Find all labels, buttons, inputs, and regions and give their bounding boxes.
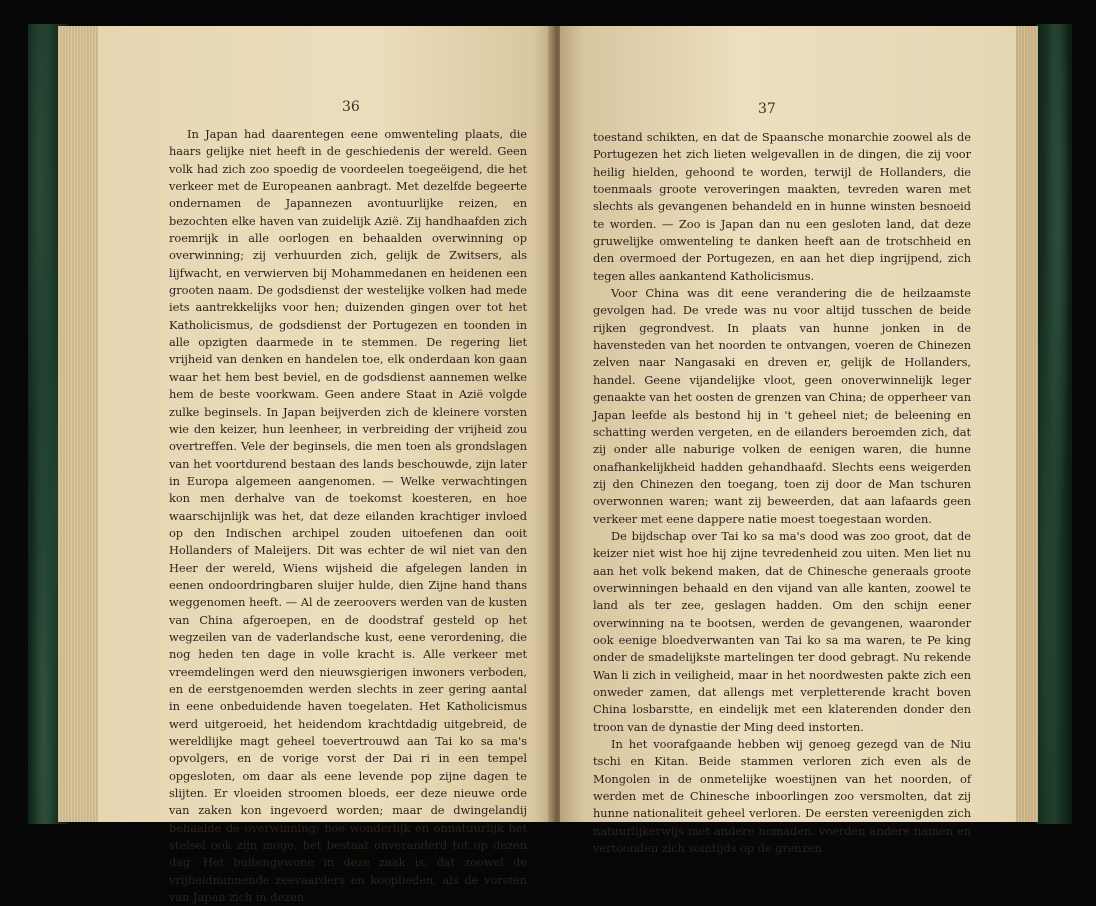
paragraph: In Japan had daarentegen eene omwenteling plaats, die haars gelijke niet heeft in de geschiedenis der wereld. Geen volk had zich zoo spoedig de voordeelen toegeëigend, die het verkeer met de Europeanen aanbragt. Met dezelfde begeerte ondernamen de Japannezen avontuurlijke reizen, en bezochten elke haven van zuidelijk Azië. Zij handhaafden zich roemrijk in alle oorlogen en behaalden overwinning op overwinning; zij verhuurden zich, gelijk de Zwitsers, als lijfwacht, en verwierven bij Mohammedanen en heidenen een grooten naam. De godsdienst der westelijke volken had mede iets aantrekkelijks voor hen; duizenden gingen over tot het Katholicismus, de godsdienst der Portugezen en toonden in alle opzigten daarmede in te stemmen. De regering liet vrijheid van denken en handelen toe, elk onderdaan kon gaan waar het hem best beviel, en de godsdienst aannemen welke hem de beste voorkwam. Geen andere Staat in Azië volgde zulke beginsels. In Japan beijverden zich de kleinere vorsten wie den keizer, hun leenheer, in verbreiding der vrijheid zou overtreffen. Vele der beginsels, die men toen als grondslagen van het voortdurend bestaan des lands beschouwde, zijn later in Europa algemeen aangenomen. — Welke verwachtingen kon men derhalve van de toekomst koesteren, en hoe waarschijnlijk was het, dat deze eilanden krachtiger invloed op den Indischen archipel zouden uitoefenen dan ooit Hollanders of Maleijers. Dit was echter de wil niet van den Heer der wereld, Wiens wijsheid die afgelegen landen in eenen ondoordringbaren sluijer hulde, dien Zijne hand thans weggenomen heeft. — Al de zeeroovers werden van de kusten van China afgeroepen, en de doodstraf gesteld op het wegzeilen van de vaderlandsche kust, eene verordening, die nog heden ten dage in volle kracht is. Alle verkeer met vreemdelingen werd den nieuwsgierigen inwoners verboden, en de eerstgenoemden werden slechts in zeer gering aantal in eene onbeduidende haven toegelaten. Het Katholicismus werd uitgeroeid, het heidendom krachtdadig uitgebreid, de wereldlijke magt geheel toevertrouwd aan Tai ko sa ma's opvolgers, en de vorige vorst der Dai ri in een tempel opgesloten, om daar als eene levende pop zijne dagen te slijten. Er vloeiden stroomen bloeds, eer deze nieuwe orde van zaken kon ingevoerd worden; maar de dwingelandij behaalde de overwinning; hoe wonderlijk en onnatuurlijk het stelsel ook zijn moge, het bestaat onveranderd tot op dezen dag. Het buitengewone in deze zaak is, dat zoowel de vrijheidminnende zeevaarders en kooplieden, als de vorsten van Japan zich in dezen [169,127,527,905]
page-number: 37 [758,101,776,117]
right-page [560,26,1016,856]
paragraph: In het voorafgaande hebben wij genoeg gezegd van de Niu tschi en Kitan. Beide stammen verloren zich even als de Mongolen in de onmetelijke woestijnen van het noorden, of werden met de Chinesche inboorlingen zoo versmolten, dat zij hunne nationaliteit geheel verloren. De eersten vereenigden zich natuurlijkerwijs met andere nomaden, voerden andere namen en vertoonden zich somtijds op de grenzen [593,737,971,856]
paragraph: toestand schikten, en dat de Spaansche monarchie zoowel als de Portugezen het zich lieten welgevallen in de dingen, die zij voor heilig hielden, gehoond te worden, terwijl de Hollanders, die toenmaals groote veroveringen maakten, tevreden waren met slechts als gevangenen behandeld en in hunne winsten besnoeid te worden. — Zoo is Japan dan nu een gesloten land, dat deze gruwelijke omwenteling te danken heeft aan de trotschheid en den overmoed der Portugezen, en aan het diep ingrijpend, zich tegen alles aankantend Katholicismus. [593,130,971,283]
page-edges-right [1014,26,1038,822]
page-edges-left [58,26,100,822]
body-text [593,129,971,857]
paragraph: Voor China was dit eene verandering die de heilzaamste gevolgen had. De vrede was nu voor altijd tusschen de beide rijken gegrondvest. In plaats van hunne jonken in de havensteden van het noorden te ontvangen, voeren de Chinezen zelven naar Nangasaki en dreven er, gelijk de Hollanders, handel. Geene vijandelijke vloot, geen onoverwinnelijk leger genaakte van het oosten de grenzen van China; de opperheer van Japan leefde als bestond hij in 't geheel niet; de beleening en schatting werden vergeten, en de eilanders beroemden zich, dat zij onder alle naburige volken de eenigen waren, die hunne onafhankelijkheid hadden gehandhaafd. Slechts eens weigerden zij den Chinezen den toegang, toen zij door de Man tschuren overwonnen waren; want zij beweerden, dat aan lafaards geen verkeer met eene dappere natie moest toegestaan worden. [593,286,971,526]
marbled-cover-right [1036,24,1072,824]
paragraph: De bijdschap over Tai ko sa ma's dood was zoo groot, dat de keizer niet wist hoe hij zijne tevredenheid zou uiten. Men liet nu aan het volk bekend maken, dat de Chinesche generaals groote overwinningen behaald en den vijand van alle kanten, zoowel te land als ter zee, geslagen hadden. Om den schijn eener overwinning na te bootsen, werden de gevangenen, waaronder ook eenige bloedverwanten van Tai ko sa ma waren, te Pe king onder de smadelijkste martelingen ter dood gebragt. Nu rekende Wan li zich in veiligheid, maar in het noordwesten pakte zich een onweder zamen, dat allengs met verpletterende kracht boven China losbarstte, en eindelijk met een klaterenden donder den troon van de dynastie der Ming deed instorten. [593,528,971,734]
left-page [98,26,556,905]
body-text [169,126,527,906]
page-number: 36 [342,99,360,115]
